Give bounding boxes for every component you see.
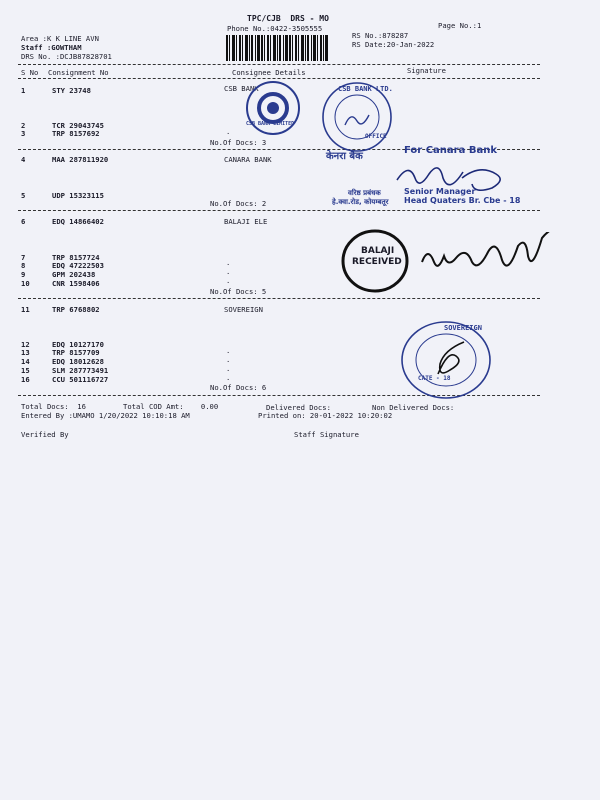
col-signature: Signature — [407, 66, 446, 75]
row-consignment: GPM 202438 — [52, 270, 96, 279]
rs-number: RS No.:878287 — [352, 31, 409, 40]
row-consignment: MAA 287811920 — [52, 155, 109, 164]
total-docs: Total Docs: 16 — [21, 402, 86, 411]
row-consignment: TRP 8157724 — [52, 253, 100, 262]
page-number: Page No.:1 — [438, 21, 482, 30]
row-sno: 16 — [21, 375, 30, 384]
row-consignment: STY 23748 — [52, 86, 91, 95]
canara-branch: Head Quaters Br. Cbe - 18 — [404, 196, 521, 205]
csb-small-text: CSB BANK LIMITED — [246, 121, 295, 127]
canara-role: Senior Manager — [404, 187, 476, 196]
row-sno: 10 — [21, 279, 30, 288]
rs-date: RS Date:20-Jan-2022 — [352, 40, 435, 49]
row-sno: 6 — [21, 217, 26, 226]
row-marker: . — [226, 346, 231, 355]
divider — [18, 210, 540, 211]
staff-signature: Staff Signature — [294, 430, 359, 439]
row-marker: . — [226, 364, 231, 373]
total-cod: Total COD Amt: 0.00 — [123, 402, 219, 411]
row-consignment: TRP 8157692 — [52, 129, 100, 138]
row-sno: 13 — [21, 348, 30, 357]
balaji-stamp-line1: BALAJI — [361, 246, 395, 256]
row-consignment: CCU 501116727 — [52, 375, 109, 384]
barcode — [226, 35, 328, 61]
col-sno: S No — [21, 68, 39, 77]
row-sno: 3 — [21, 129, 26, 138]
row-marker: . — [226, 258, 231, 267]
delivered-docs: Delivered Docs: — [266, 403, 331, 412]
canara-label: For Canara Bank — [404, 145, 497, 156]
row-marker: . — [226, 127, 231, 136]
phone-number: Phone No.:0422-3505555 — [227, 24, 323, 33]
sovereign-stamp-sub: CATE - 18 — [418, 375, 451, 382]
printed-on: Printed on: 20-01-2022 10:20:02 — [258, 411, 393, 420]
csb-seal-office: OFFICE — [365, 133, 387, 140]
row-consignment: TRP 8157709 — [52, 348, 100, 357]
csb-seal-text: CSB BANK LTD. — [338, 85, 393, 93]
verified-by: Verified By — [21, 430, 69, 439]
row-sno: 12 — [21, 340, 30, 349]
row-sno: 2 — [21, 121, 26, 130]
staff-label: Staff :GOWTHAM — [21, 43, 82, 52]
row-sno: 8 — [21, 261, 26, 270]
row-consignment: UDP 15323115 — [52, 191, 104, 200]
row-consignment: EDQ 47222503 — [52, 261, 104, 270]
area-label: Area :K K LINE AVN — [21, 34, 99, 43]
row-marker: . — [226, 276, 231, 285]
row-sno: 1 — [21, 86, 26, 95]
docs-count: No.Of Docs: 2 — [210, 199, 267, 208]
row-consignment: SLM 287773491 — [52, 366, 109, 375]
canara-branch-hindi: हे.क्वा.रोड, कोयम्बतूर — [332, 198, 389, 206]
canara-role-hindi: वरिष्ठ प्रबंधक — [348, 189, 381, 197]
drs-number: DRS No. :DCJB87828701 — [21, 52, 112, 61]
consignee-name: BALAJI ELE — [224, 217, 268, 226]
docs-count: No.Of Docs: 6 — [210, 383, 267, 392]
balaji-stamp-line2: RECEIVED — [352, 257, 402, 267]
sovereign-stamp-text: SOVEREIGN — [444, 324, 482, 332]
row-marker: . — [226, 355, 231, 364]
row-sno: 7 — [21, 253, 26, 262]
row-consignment: EDQ 14866402 — [52, 217, 104, 226]
row-sno: 4 — [21, 155, 26, 164]
row-sno: 5 — [21, 191, 26, 200]
consignee-name: SOVEREIGN — [224, 305, 263, 314]
row-sno: 11 — [21, 305, 30, 314]
row-consignment: CNR 1598406 — [52, 279, 100, 288]
divider — [18, 298, 540, 299]
canara-hindi: केनरा बैंक — [326, 151, 363, 162]
document-title: TPC/CJB DRS - MO — [247, 14, 329, 23]
row-consignment: TRP 6768802 — [52, 305, 100, 314]
consignee-name: CANARA BANK — [224, 155, 272, 164]
non-delivered-docs: Non Delivered Docs: — [372, 403, 455, 412]
csb-bank-stamp — [243, 78, 303, 138]
row-consignment: EDQ 10127170 — [52, 340, 104, 349]
docs-count: No.Of Docs: 3 — [210, 138, 267, 147]
row-sno: 9 — [21, 270, 26, 279]
row-marker: . — [226, 373, 231, 382]
col-consignment: Consignment No — [48, 68, 109, 77]
balaji-signature — [416, 232, 576, 282]
row-marker: . — [226, 267, 231, 276]
col-details: Consignee Details — [232, 68, 306, 77]
docs-count: No.Of Docs: 5 — [210, 287, 267, 296]
entered-by: Entered By :UMAMO 1/20/2022 10:10:18 AM — [21, 411, 190, 420]
row-consignment: TCR 29043745 — [52, 121, 104, 130]
row-sno: 15 — [21, 366, 30, 375]
row-sno: 14 — [21, 357, 30, 366]
divider — [18, 64, 540, 65]
consignee-name: CSB BANK — [224, 84, 259, 93]
row-consignment: EDQ 18012628 — [52, 357, 104, 366]
